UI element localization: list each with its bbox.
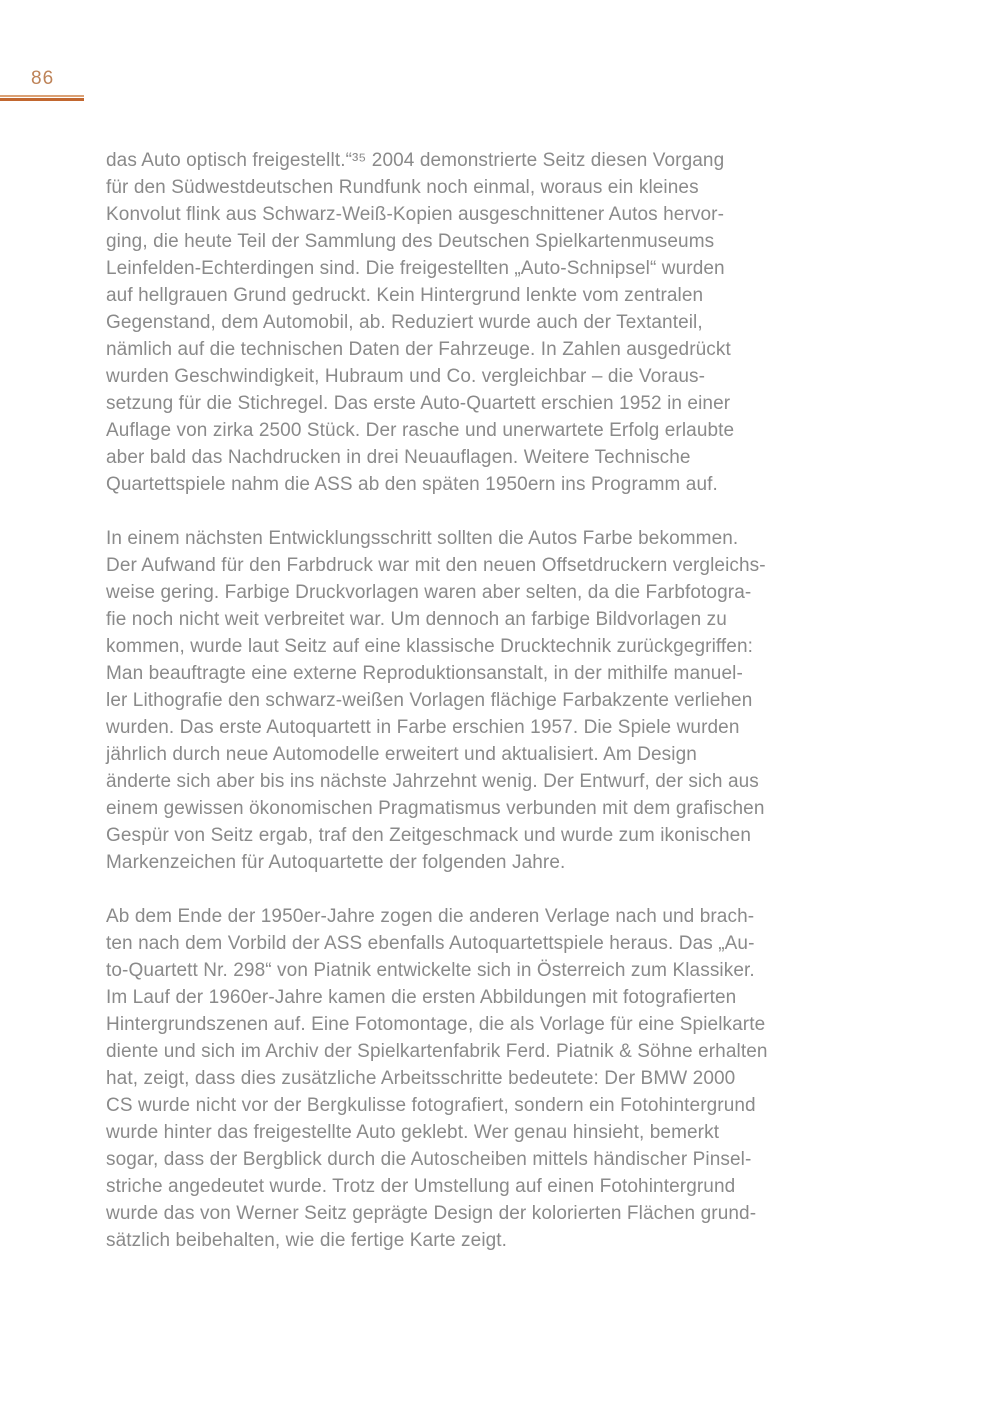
text-line: wurden Geschwindigkeit, Hubraum und Co. vergleichbar – die Voraus- — [106, 366, 706, 387]
text-line: Auflage von zirka 2500 Stück. Der rasche und unerwartete Erfolg erlaubte — [106, 420, 735, 441]
text-line: für den Südwestdeutschen Rundfunk noch einmal, woraus ein kleines — [106, 177, 699, 198]
text-line: to-Quartett Nr. 298“ von Piatnik entwickelte sich in Österreich zum Klassiker. — [106, 960, 755, 981]
text-line: Ab dem Ende der 1950er-Jahre zogen die anderen Verlage nach und brach- — [106, 906, 755, 927]
page-number: 86 — [31, 68, 55, 89]
text-line: Hintergrundszenen auf. Eine Fotomontage, die als Vorlage für eine Spielkarte — [106, 1014, 766, 1035]
header-rule — [0, 95, 84, 101]
text-line: wurde hinter das freigestellte Auto geklebt. Wer genau hinsieht, bemerkt — [106, 1122, 720, 1143]
text-line: nämlich auf die technischen Daten der Fahrzeuge. In Zahlen ausgedrückt — [106, 339, 731, 360]
text-line: ging, die heute Teil der Sammlung des Deutschen Spielkartenmuseums — [106, 231, 715, 252]
text-line: Konvolut flink aus Schwarz-Weiß-Kopien ausgeschnittener Autos hervor- — [106, 204, 725, 225]
text-line: In einem nächsten Entwicklungsschritt sollten die Autos Farbe bekommen. — [106, 528, 739, 549]
text-line: Im Lauf der 1960er-Jahre kamen die ersten Abbildungen mit fotografierten — [106, 987, 737, 1008]
text-line: setzung für die Stichregel. Das erste Auto-Quartett erschien 1952 in einer — [106, 393, 731, 414]
text-line: weise gering. Farbige Druckvorlagen waren aber selten, da die Farbfotogra- — [106, 582, 752, 603]
text-line: sogar, dass der Bergblick durch die Autoscheiben mittels händischer Pinsel- — [106, 1149, 752, 1170]
text-line: jährlich durch neue Automodelle erweitert und aktualisiert. Am Design — [106, 744, 697, 765]
text-line: Gegenstand, dem Automobil, ab. Reduziert wurde auch der Textanteil, — [106, 312, 703, 333]
text-line: diente und sich im Archiv der Spielkartenfabrik Ferd. Piatnik & Söhne erhalten — [106, 1041, 768, 1062]
text-line: einem gewissen ökonomischen Pragmatismus verbunden mit dem grafischen — [106, 798, 765, 819]
text-line: striche angedeutet wurde. Trotz der Umstellung auf einen Fotohintergrund — [106, 1176, 736, 1197]
text-line: Quartettspiele nahm die ASS ab den späten 1950ern ins Programm auf. — [106, 474, 718, 495]
text-line: Der Aufwand für den Farbdruck war mit den neuen Offsetdruckern vergleichs- — [106, 555, 766, 576]
text-line: ler Lithografie den schwarz-weißen Vorlagen flächige Farbakzente verliehen — [106, 690, 753, 711]
text-line: sätzlich beibehalten, wie die fertige Karte zeigt. — [106, 1230, 508, 1251]
text-line: änderte sich aber bis ins nächste Jahrzehnt wenig. Der Entwurf, der sich aus — [106, 771, 759, 792]
text-line: auf hellgrauen Grund gedruckt. Kein Hintergrund lenkte vom zentralen — [106, 285, 704, 306]
text-line: ten nach dem Vorbild der ASS ebenfalls Autoquartettspiele heraus. Das „Au- — [106, 933, 755, 954]
text-line: Gespür von Seitz ergab, traf den Zeitgeschmack und wurde zum ikonischen — [106, 825, 751, 846]
text-line: Man beauftragte eine externe Reproduktionsanstalt, in der mithilfe manuel- — [106, 663, 743, 684]
text-line: aber bald das Nachdrucken in drei Neuauflagen. Weitere Technische — [106, 447, 691, 468]
text-line: kommen, wurde laut Seitz auf eine klassische Drucktechnik zurückgegriffen: — [106, 636, 754, 657]
paragraph-2 — [106, 525, 806, 876]
paragraph-3 — [106, 903, 806, 1254]
text-line: hat, zeigt, dass dies zusätzliche Arbeitsschritte bedeutete: Der BMW 2000 — [106, 1068, 736, 1089]
text-line: das Auto optisch freigestellt.“³⁵ 2004 demonstrierte Seitz diesen Vorgang — [106, 150, 725, 171]
body-text — [106, 147, 806, 1254]
text-line: CS wurde nicht vor der Bergkulisse fotografiert, sondern ein Fotohintergrund — [106, 1095, 756, 1116]
text-line: wurden. Das erste Autoquartett in Farbe erschien 1957. Die Spiele wurden — [106, 717, 740, 738]
text-line: Leinfelden-Echterdingen sind. Die freigestellten „Auto-Schnipsel“ wurden — [106, 258, 725, 279]
text-line: wurde das von Werner Seitz geprägte Design der kolorierten Flächen grund- — [106, 1203, 757, 1224]
text-line: Markenzeichen für Autoquartette der folgenden Jahre. — [106, 852, 566, 873]
text-line: fie noch nicht weit verbreitet war. Um dennoch an farbige Bildvorlagen zu — [106, 609, 727, 630]
paragraph-1 — [106, 147, 806, 498]
